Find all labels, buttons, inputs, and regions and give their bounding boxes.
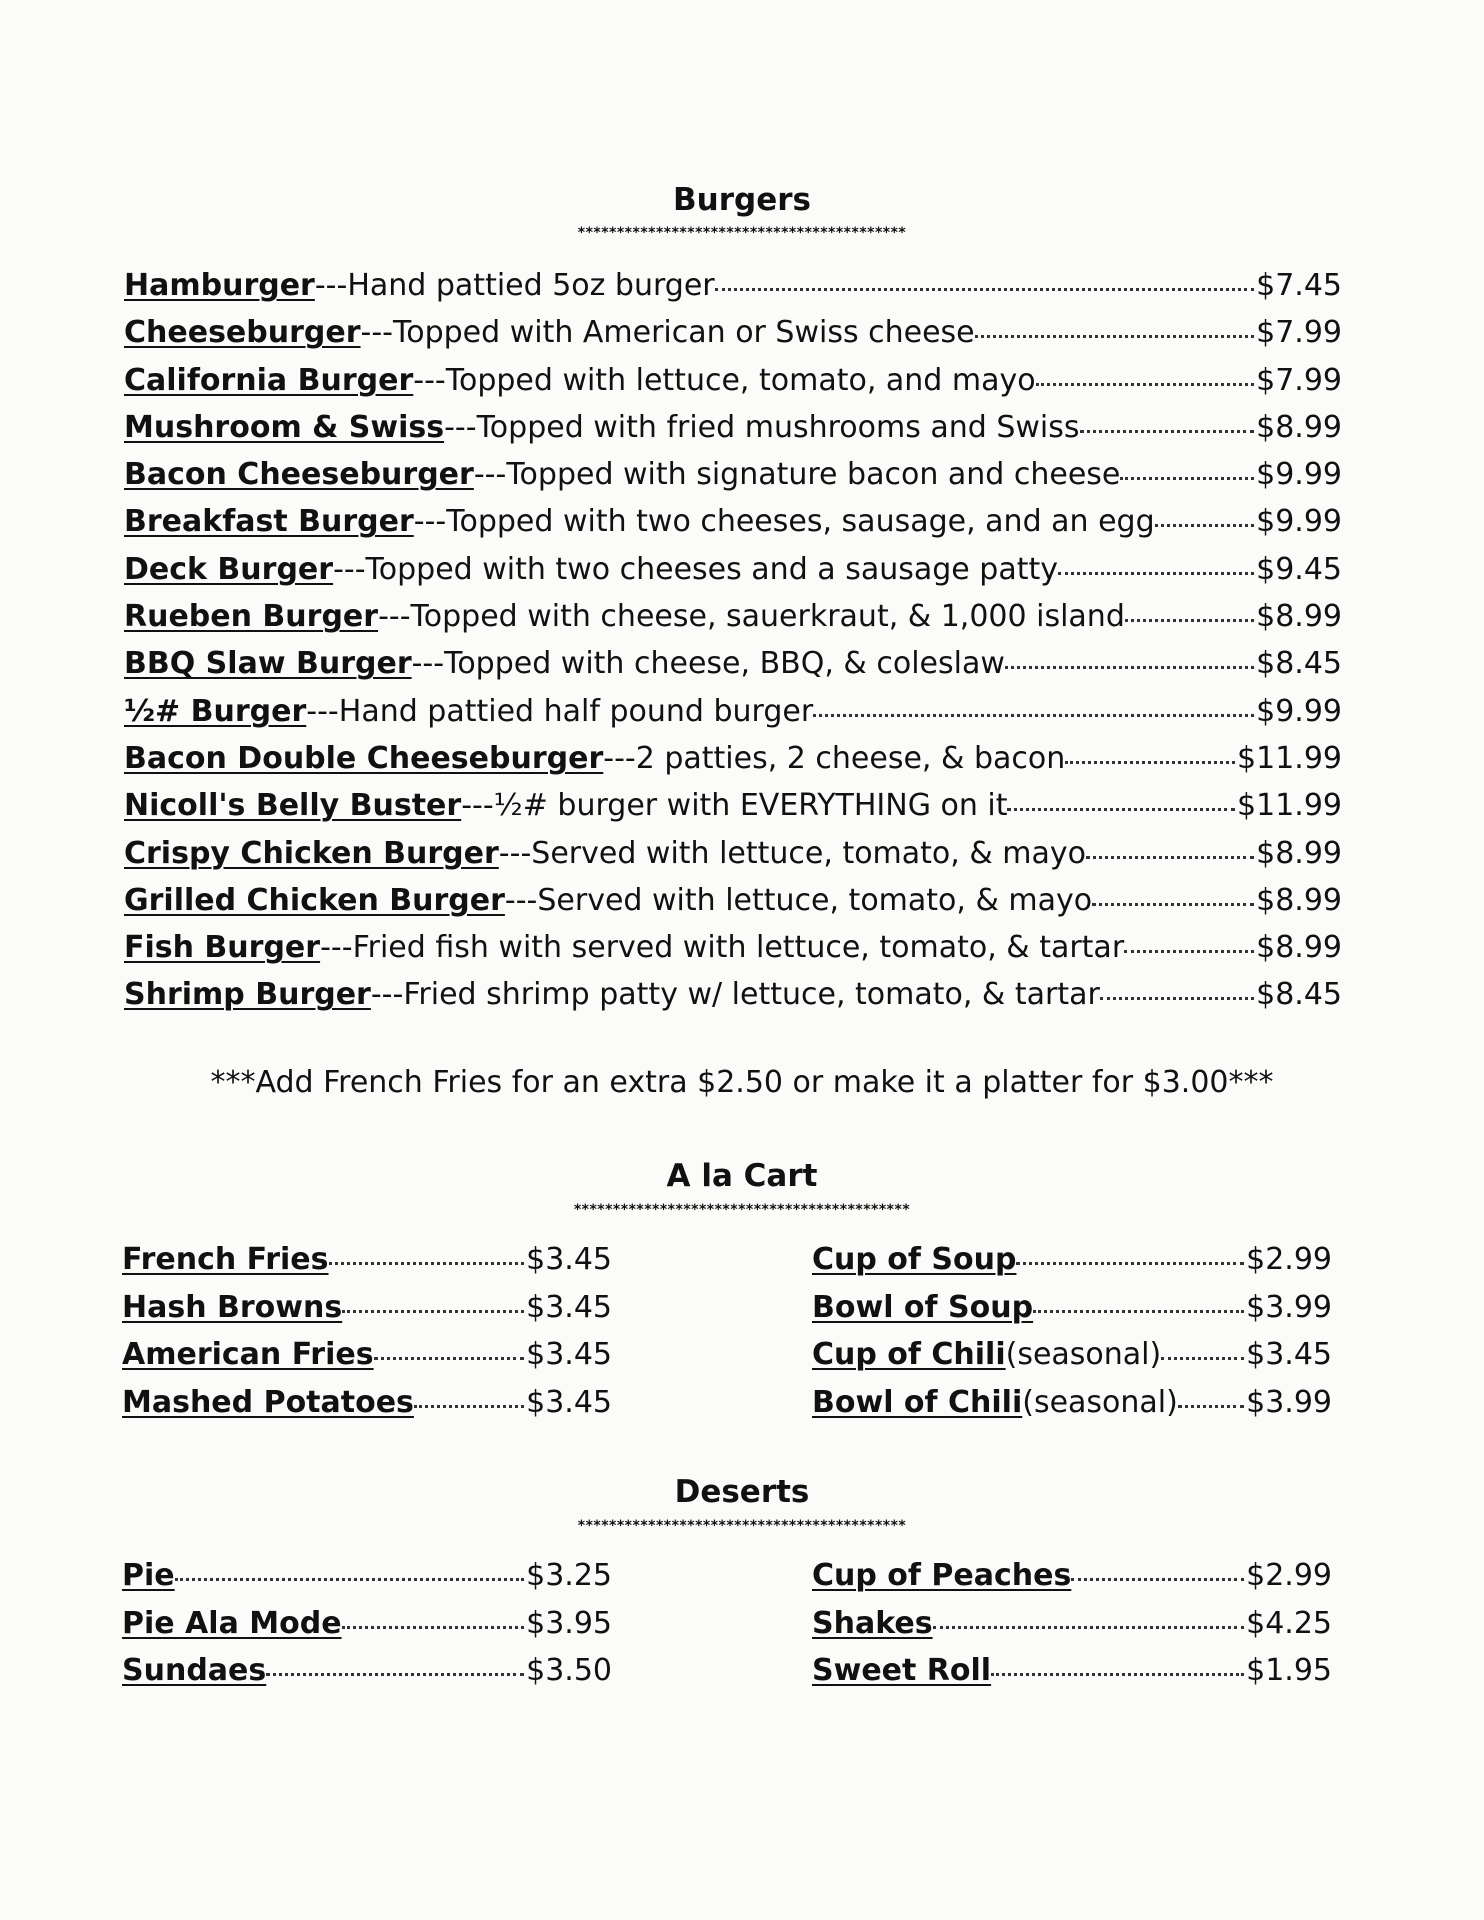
burgers-list [124,262,1342,1019]
menu-item [124,924,1342,971]
item-price: $3.95 [526,1605,612,1641]
item-separator: --- [333,551,366,587]
alacart-left-list [122,1236,612,1426]
item-name: Bacon Cheeseburger [124,457,474,493]
deserts-stars-divider [0,1519,1484,1536]
menu-item [812,1379,1332,1427]
item-separator: --- [378,599,411,635]
dot-leader [1007,785,1237,815]
dot-leader [1033,1287,1246,1317]
item-name: Sundaes [122,1653,267,1688]
item-price: $7.99 [1256,362,1342,398]
dot-leader [414,1382,526,1412]
item-separator: --- [314,268,348,303]
item-price: $3.99 [1246,1384,1332,1420]
item-name: Bowl of Chili [812,1384,1023,1420]
item-name: California Burger [124,362,414,398]
menu-item [124,498,1342,545]
item-separator: --- [411,646,445,682]
item-price: $3.25 [526,1558,612,1593]
dot-leader [933,1603,1247,1633]
alacart-title: A la Cart [666,1158,818,1194]
menu-item [122,1647,612,1695]
item-price: $8.99 [1256,882,1342,918]
menu-item [124,404,1342,451]
dot-leader [1016,1239,1246,1269]
item-name: Fish Burger [124,930,321,966]
dot-leader [1065,738,1237,768]
dot-leader [374,1334,527,1364]
item-name: Nicoll's Belly Buster [124,788,462,824]
menu-item [124,735,1342,782]
burgers-title: Burgers [673,182,811,218]
item-description: 2 patties, 2 cheese, & bacon [635,740,1066,776]
item-name: Breakfast Burger [124,504,414,540]
deserts-left-list [122,1552,612,1695]
menu-item [124,357,1342,404]
dot-leader [813,691,1256,721]
dot-leader [1161,1334,1246,1364]
item-note: (seasonal) [1022,1384,1178,1420]
item-price: $2.99 [1246,1558,1332,1593]
item-description: Topped with American or Swiss cheese [393,315,975,351]
dot-leader [1092,880,1256,910]
menu-item [124,877,1342,924]
item-name: French Fries [122,1242,329,1277]
item-description: Served with lettuce, tomato, & mayo [537,882,1093,918]
menu-item [124,830,1342,877]
item-price: $8.99 [1256,835,1342,871]
item-price: $9.99 [1256,504,1342,540]
menu-item [812,1600,1332,1648]
item-price: $8.45 [1256,646,1342,682]
item-name: Deck Burger [124,551,334,587]
menu-item [812,1284,1332,1332]
menu-item [122,1379,612,1427]
dot-leader [1071,1555,1246,1585]
menu-item [124,971,1342,1018]
item-price: $11.99 [1237,740,1342,776]
dot-leader [1036,360,1257,390]
dot-leader [1005,643,1256,673]
item-separator: --- [504,882,538,918]
item-price: $7.45 [1256,268,1342,303]
item-separator: --- [413,362,446,398]
item-separator: --- [473,457,507,493]
deserts-right-list [812,1552,1332,1695]
item-separator: --- [444,409,477,445]
item-price: $7.99 [1256,315,1342,351]
item-separator: --- [498,835,532,871]
menu-item [812,1331,1332,1379]
item-name: Crispy Chicken Burger [124,835,499,871]
item-separator: --- [603,740,636,776]
item-description: Topped with cheese, BBQ, & coleslaw [444,646,1005,682]
menu-item [122,1236,612,1284]
item-separator: --- [370,977,404,1013]
item-name: Pie Ala Mode [122,1605,342,1641]
alacart-right-list [812,1236,1332,1426]
item-price: $2.99 [1246,1242,1332,1277]
dot-leader [1155,501,1256,531]
menu-item [124,309,1342,356]
item-price: $8.99 [1256,409,1342,445]
item-name: Pie [122,1558,175,1593]
item-price: $9.99 [1256,693,1342,729]
item-name: Cheeseburger [124,315,361,351]
dot-leader [342,1287,526,1317]
item-name: Mashed Potatoes [122,1384,414,1420]
menu-item [124,262,1342,309]
item-name: Cup of Soup [812,1242,1017,1277]
dot-leader [975,312,1256,342]
dot-leader [175,1555,526,1585]
item-separator: --- [413,504,447,540]
menu-item [812,1236,1332,1284]
item-description: Fried shrimp patty w/ lettuce, tomato, & tartar [403,977,1100,1013]
menu-item [122,1600,612,1648]
item-description: Served with lettuce, tomato, & mayo [531,835,1087,871]
alacart-stars-divider [0,1203,1484,1220]
item-price: $8.99 [1256,930,1342,966]
burgers-stars-divider [0,226,1484,243]
item-price: $3.45 [526,1289,612,1325]
item-name: American Fries [122,1337,374,1372]
item-description: Topped with cheese, sauerkraut, & 1,000 island [410,599,1125,635]
dot-leader [1120,454,1256,484]
item-description: Topped with fried mushrooms and Swiss [476,409,1080,445]
item-description: Fried fish with served with lettuce, tomato, & tartar [352,930,1125,966]
item-name: Grilled Chicken Burger [124,882,505,918]
menu-item [812,1647,1332,1695]
dot-leader [1124,927,1256,957]
item-description: Topped with lettuce, tomato, and mayo [445,362,1036,398]
menu-item [124,451,1342,498]
item-note: (seasonal) [1005,1337,1162,1372]
dot-leader [329,1239,527,1269]
item-name: Mushroom & Swiss [124,409,445,445]
item-name: Cup of Chili [812,1337,1006,1372]
menu-item [124,688,1342,735]
menu-item [122,1284,612,1332]
item-name: Sweet Roll [812,1653,992,1688]
menu-item [122,1331,612,1379]
dot-leader [1100,974,1256,1004]
menu-item [124,782,1342,829]
item-separator: --- [461,788,494,824]
dot-leader [715,265,1256,295]
alacart-stars: ******************************************* [573,1203,911,1217]
dot-leader [1080,407,1257,437]
item-separator: --- [306,693,339,729]
item-separator: --- [320,930,353,966]
dot-leader [342,1603,527,1633]
item-name: Bacon Double Cheeseburger [124,740,604,776]
deserts-stars: ****************************************** [577,1519,907,1533]
item-price: $3.50 [526,1653,612,1688]
item-price: $3.45 [1246,1337,1332,1372]
item-price: $4.25 [1246,1605,1332,1641]
item-name: Shrimp Burger [124,977,371,1013]
item-name: Rueben Burger [124,599,379,635]
item-name: Hamburger [124,268,315,303]
menu-item [124,546,1342,593]
deserts-title: Deserts [674,1474,810,1510]
item-price: $3.99 [1246,1289,1332,1325]
menu-item [124,593,1342,640]
item-description: Hand pattied 5oz burger [347,268,715,303]
item-price: $3.45 [526,1337,612,1372]
item-price: $9.99 [1256,457,1342,493]
dot-leader [1086,833,1256,863]
item-name: Shakes [812,1605,933,1641]
menu-item [812,1552,1332,1600]
dot-leader [1125,596,1256,626]
burgers-stars: ****************************************** [577,226,907,240]
item-price: $3.45 [526,1384,612,1420]
item-price: $3.45 [526,1242,612,1277]
fries-platter-note: ***Add French Fries for an extra $2.50 or make it a platter for $3.00*** [210,1065,1274,1100]
item-price: $8.45 [1256,977,1342,1013]
item-name: ½# Burger [124,693,307,729]
menu-item [122,1552,612,1600]
dot-leader [1178,1382,1246,1412]
dot-leader [266,1650,526,1680]
dot-leader [991,1650,1246,1680]
item-price: $1.95 [1246,1653,1332,1688]
item-price: $9.45 [1256,551,1342,587]
dot-leader [1058,549,1256,579]
item-price: $8.99 [1256,599,1342,635]
item-description: Hand pattied half pound burger [338,693,814,729]
item-description: ½# burger with EVERYTHING on it [493,788,1008,824]
item-price: $11.99 [1237,788,1342,824]
item-name: Bowl of Soup [812,1289,1034,1325]
item-name: BBQ Slaw Burger [124,646,412,682]
item-name: Hash Browns [122,1289,343,1325]
item-description: Topped with two cheeses, sausage, and an egg [446,504,1155,540]
item-description: Topped with two cheeses and a sausage patty [365,551,1058,587]
item-name: Cup of Peaches [812,1558,1072,1593]
menu-item [124,640,1342,687]
item-description: Topped with signature bacon and cheese [506,457,1121,493]
item-separator: --- [360,315,393,351]
